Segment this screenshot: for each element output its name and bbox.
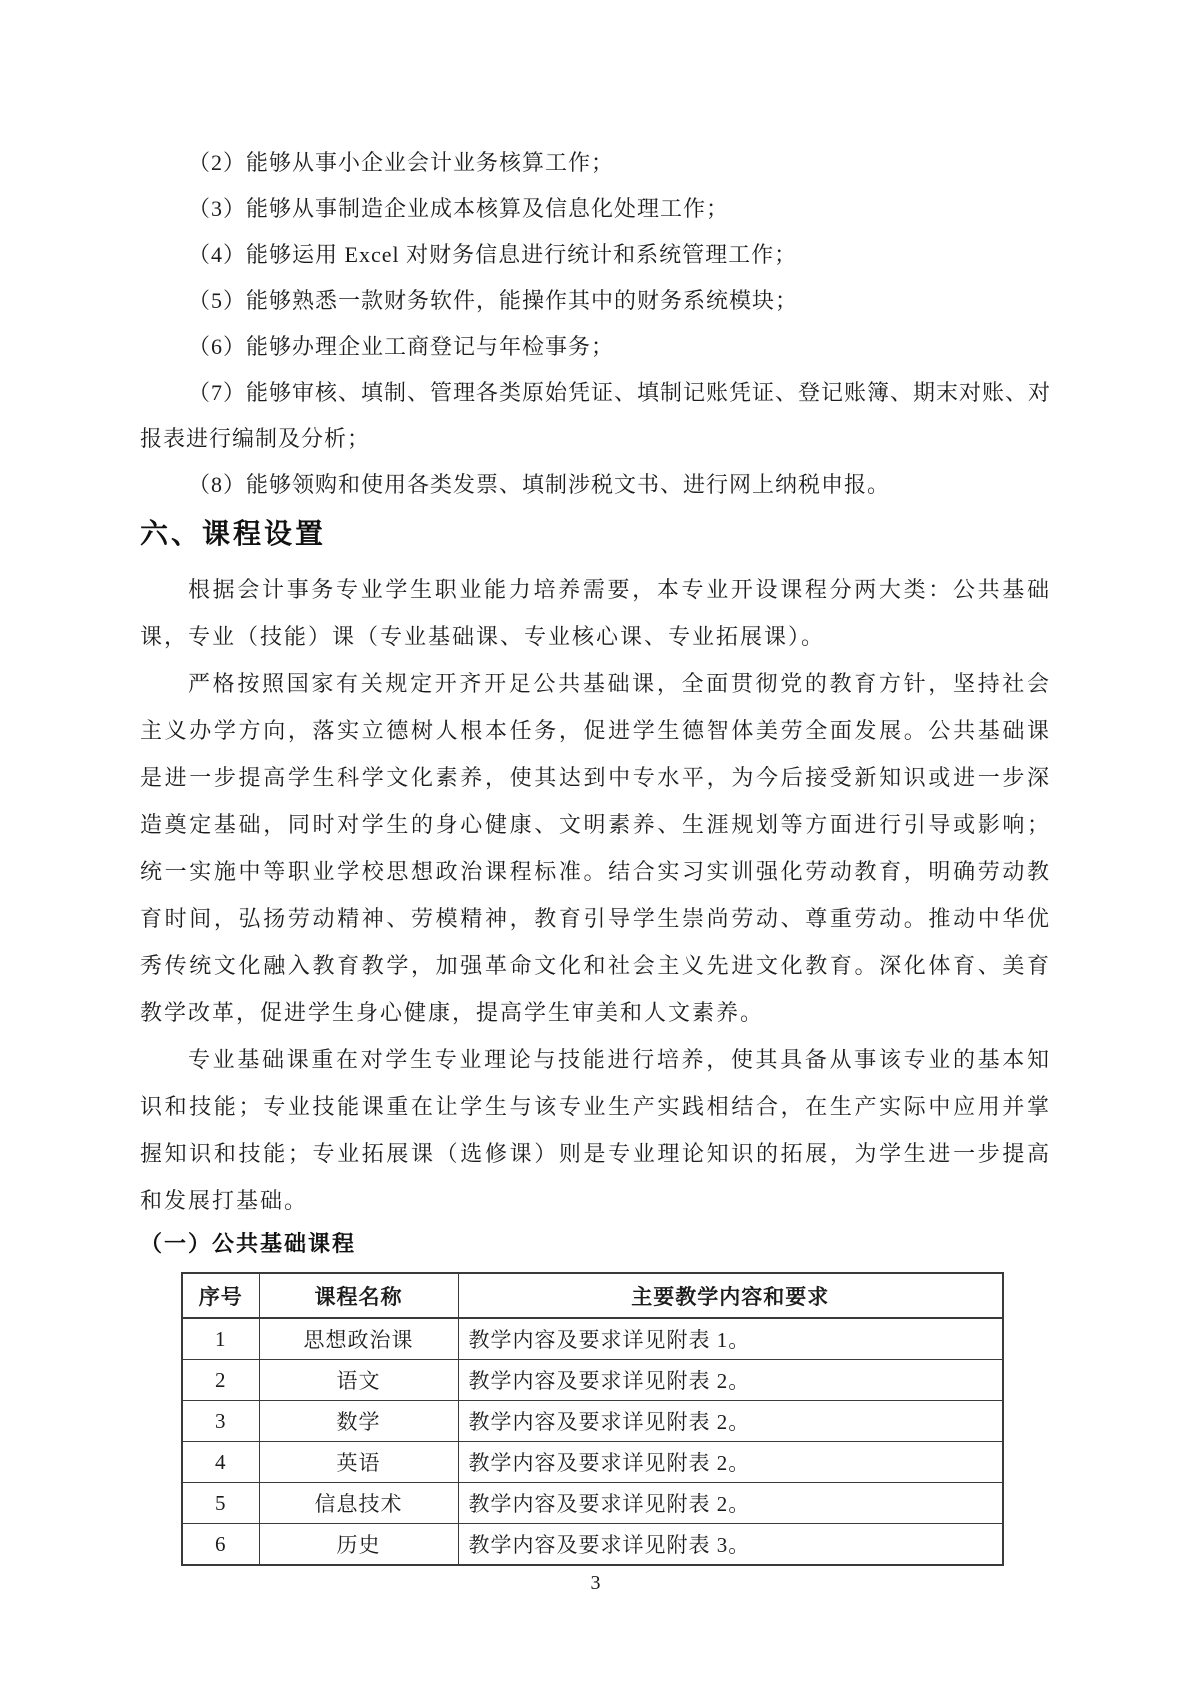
capability-list: [140, 140, 1051, 508]
cell-course-name: 历史: [259, 1524, 458, 1566]
cell-index: 5: [182, 1483, 259, 1524]
table-row: [182, 1401, 1003, 1442]
header-cell-index: 序号: [182, 1273, 259, 1318]
list-item-7: （7）能够审核、填制、管理各类原始凭证、填制记账凭证、登记账簿、期末对账、对报表进行编制及分析；: [140, 380, 1052, 451]
page-number: 3: [590, 1572, 601, 1594]
cell-content: 教学内容及要求详见附表 1。: [458, 1318, 1003, 1360]
table-header-row: [182, 1273, 1003, 1318]
header-cell-course-name: 课程名称: [259, 1273, 458, 1318]
cell-index: 4: [182, 1442, 259, 1483]
cell-course-name: 思想政治课: [259, 1318, 458, 1360]
cell-content: 教学内容及要求详见附表 3。: [458, 1524, 1003, 1566]
cell-course-name: 数学: [259, 1401, 458, 1442]
subsection-heading-public-basic: （一）公共基础课程: [140, 1231, 357, 1256]
table-row: [182, 1483, 1003, 1524]
cell-course-name: 信息技术: [259, 1483, 458, 1524]
cell-content: 教学内容及要求详见附表 2。: [458, 1401, 1003, 1442]
cell-index: 6: [182, 1524, 259, 1566]
list-item-8: （8）能够领购和使用各类发票、填制涉税文书、进行网上纳税申报。: [188, 472, 891, 497]
table-row: [182, 1442, 1003, 1483]
document-content: [140, 140, 1051, 1595]
list-item-5: （5）能够熟悉一款财务软件，能操作其中的财务系统模块；: [188, 288, 799, 313]
list-item-6: （6）能够办理企业工商登记与年检事务；: [188, 334, 615, 359]
cell-content: 教学内容及要求详见附表 2。: [458, 1360, 1003, 1401]
section-heading-course-setup: 六、课程设置: [140, 518, 327, 549]
paragraph-professional-courses: 专业基础课重在对学生专业理论与技能进行培养，使其具备从事该专业的基本知识和技能；专业技能课重在让学生与该专业生产实践相结合，在生产实际中应用并掌握知识和技能；专业拓展课（选修课）则是专业理论知识的拓展，为学生进一步提高和发展打基础。: [140, 1047, 1051, 1213]
list-item-2: （2）能够从事小企业会计业务核算工作；: [188, 150, 615, 175]
cell-index: 2: [182, 1360, 259, 1401]
list-item-3: （3）能够从事制造企业成本核算及信息化处理工作；: [188, 196, 730, 221]
cell-index: 1: [182, 1318, 259, 1360]
paragraph-public-basic-courses: 严格按照国家有关规定开齐开足公共基础课，全面贯彻党的教育方针，坚持社会主义办学方向，落实立德树人根本任务，促进学生德智体美劳全面发展。公共基础课是进一步提高学生科学文化素养，使其达到中专水平，为今后接受新知识或进一步深造奠定基础，同时对学生的身心健康、文明素养、生涯规划等方面进行引导或影响；统一实施中等职业学校思想政治课程标准。结合实习实训强化劳动教育，明确劳动教育时间，弘扬劳动精神、劳模精神，教育引导学生崇尚劳动、尊重劳动。推动中华优秀传统文化融入教育教学，加强革命文化和社会主义先进文化教育。深化体育、美育教学改革，促进学生身心健康，提高学生审美和人文素养。: [140, 671, 1051, 1025]
courses-table: [181, 1272, 1004, 1566]
header-cell-content-requirements: 主要教学内容和要求: [458, 1273, 1003, 1318]
table-row: [182, 1360, 1003, 1401]
cell-content: 教学内容及要求详见附表 2。: [458, 1483, 1003, 1524]
list-item-4: （4）能够运用 Excel 对财务信息进行统计和系统管理工作；: [188, 242, 798, 267]
cell-index: 3: [182, 1401, 259, 1442]
paragraph-course-overview: 根据会计事务专业学生职业能力培养需要，本专业开设课程分两大类：公共基础课，专业（技能）课（专业基础课、专业核心课、专业拓展课）。: [140, 577, 1051, 649]
cell-course-name: 语文: [259, 1360, 458, 1401]
cell-course-name: 英语: [259, 1442, 458, 1483]
table-row: [182, 1318, 1003, 1360]
table-row: [182, 1524, 1003, 1566]
cell-content: 教学内容及要求详见附表 2。: [458, 1442, 1003, 1483]
